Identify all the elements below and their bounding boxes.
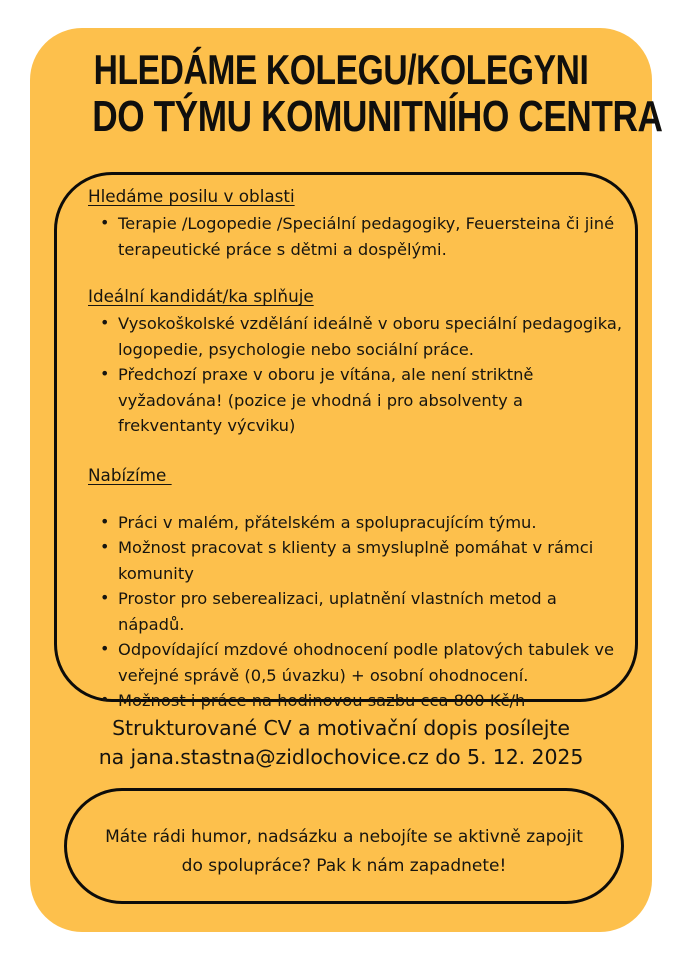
section-heading-hledame: Hledáme posilu v oblasti [88, 186, 295, 206]
list-item: • Vysokoškolské vzdělání ideálně v oboru speciální pedagogika, logopedie, psychologie nebo sociální práce. [88, 311, 624, 362]
page-title-line-2: DO TÝMU KOMUNITNÍHO CENTRA [92, 92, 663, 141]
contact-line-2: na jana.stastna@zidlochovice.cz do 5. 12. 2025 [98, 745, 584, 769]
list-item: • Práci v malém, přátelském a spolupracujícím týmu. [88, 510, 624, 536]
page-title-line-1: HLEDÁME KOLEGU/KOLEGYNI [93, 46, 589, 93]
closing-line-1: Máte rádi humor, nadsázku a nebojíte se aktivně zapojit [105, 827, 583, 847]
list-item: • Možnost i práce na hodinovou sazbu cca 800 Kč/h [88, 688, 624, 714]
main-content [88, 184, 624, 714]
list-item: • Prostor pro seberealizaci, uplatnění vlastních metod a nápadů. [88, 586, 624, 637]
closing-line-2: do spolupráce? Pak k nám zapadnete! [181, 856, 507, 876]
list-item: • Terapie /Logopedie /Speciální pedagogiky, Feuersteina či jiné terapeutické práce s dětmi a dospělými. [88, 211, 624, 262]
section-heading-nabizime: Nabízíme [88, 464, 172, 485]
poster-card [30, 28, 663, 932]
section-list-nabizime [88, 510, 624, 714]
contact-line-1: Strukturované CV a motivační dopis posílejte [112, 716, 570, 740]
list-item: • Možnost pracovat s klienty a smysluplně pomáhat v rámci komunity [88, 535, 624, 586]
list-item: • Předchozí praxe v oboru je vítána, ale není striktně vyžadována! (pozice je vhodná i pro absolventy a frekventanty výcviku) [88, 362, 624, 439]
section-list-hledame [88, 211, 624, 262]
section-list-kandidat [88, 311, 624, 439]
section-heading-kandidat: Ideální kandidát/ka splňuje [88, 286, 314, 306]
closing-text [64, 823, 624, 881]
page-title [92, 46, 663, 141]
contact-block [30, 714, 652, 772]
list-item: • Odpovídající mzdové ohodnocení podle platových tabulek ve veřejné správě (0,5 úvazku) + osobní ohodnocení. [88, 637, 624, 688]
